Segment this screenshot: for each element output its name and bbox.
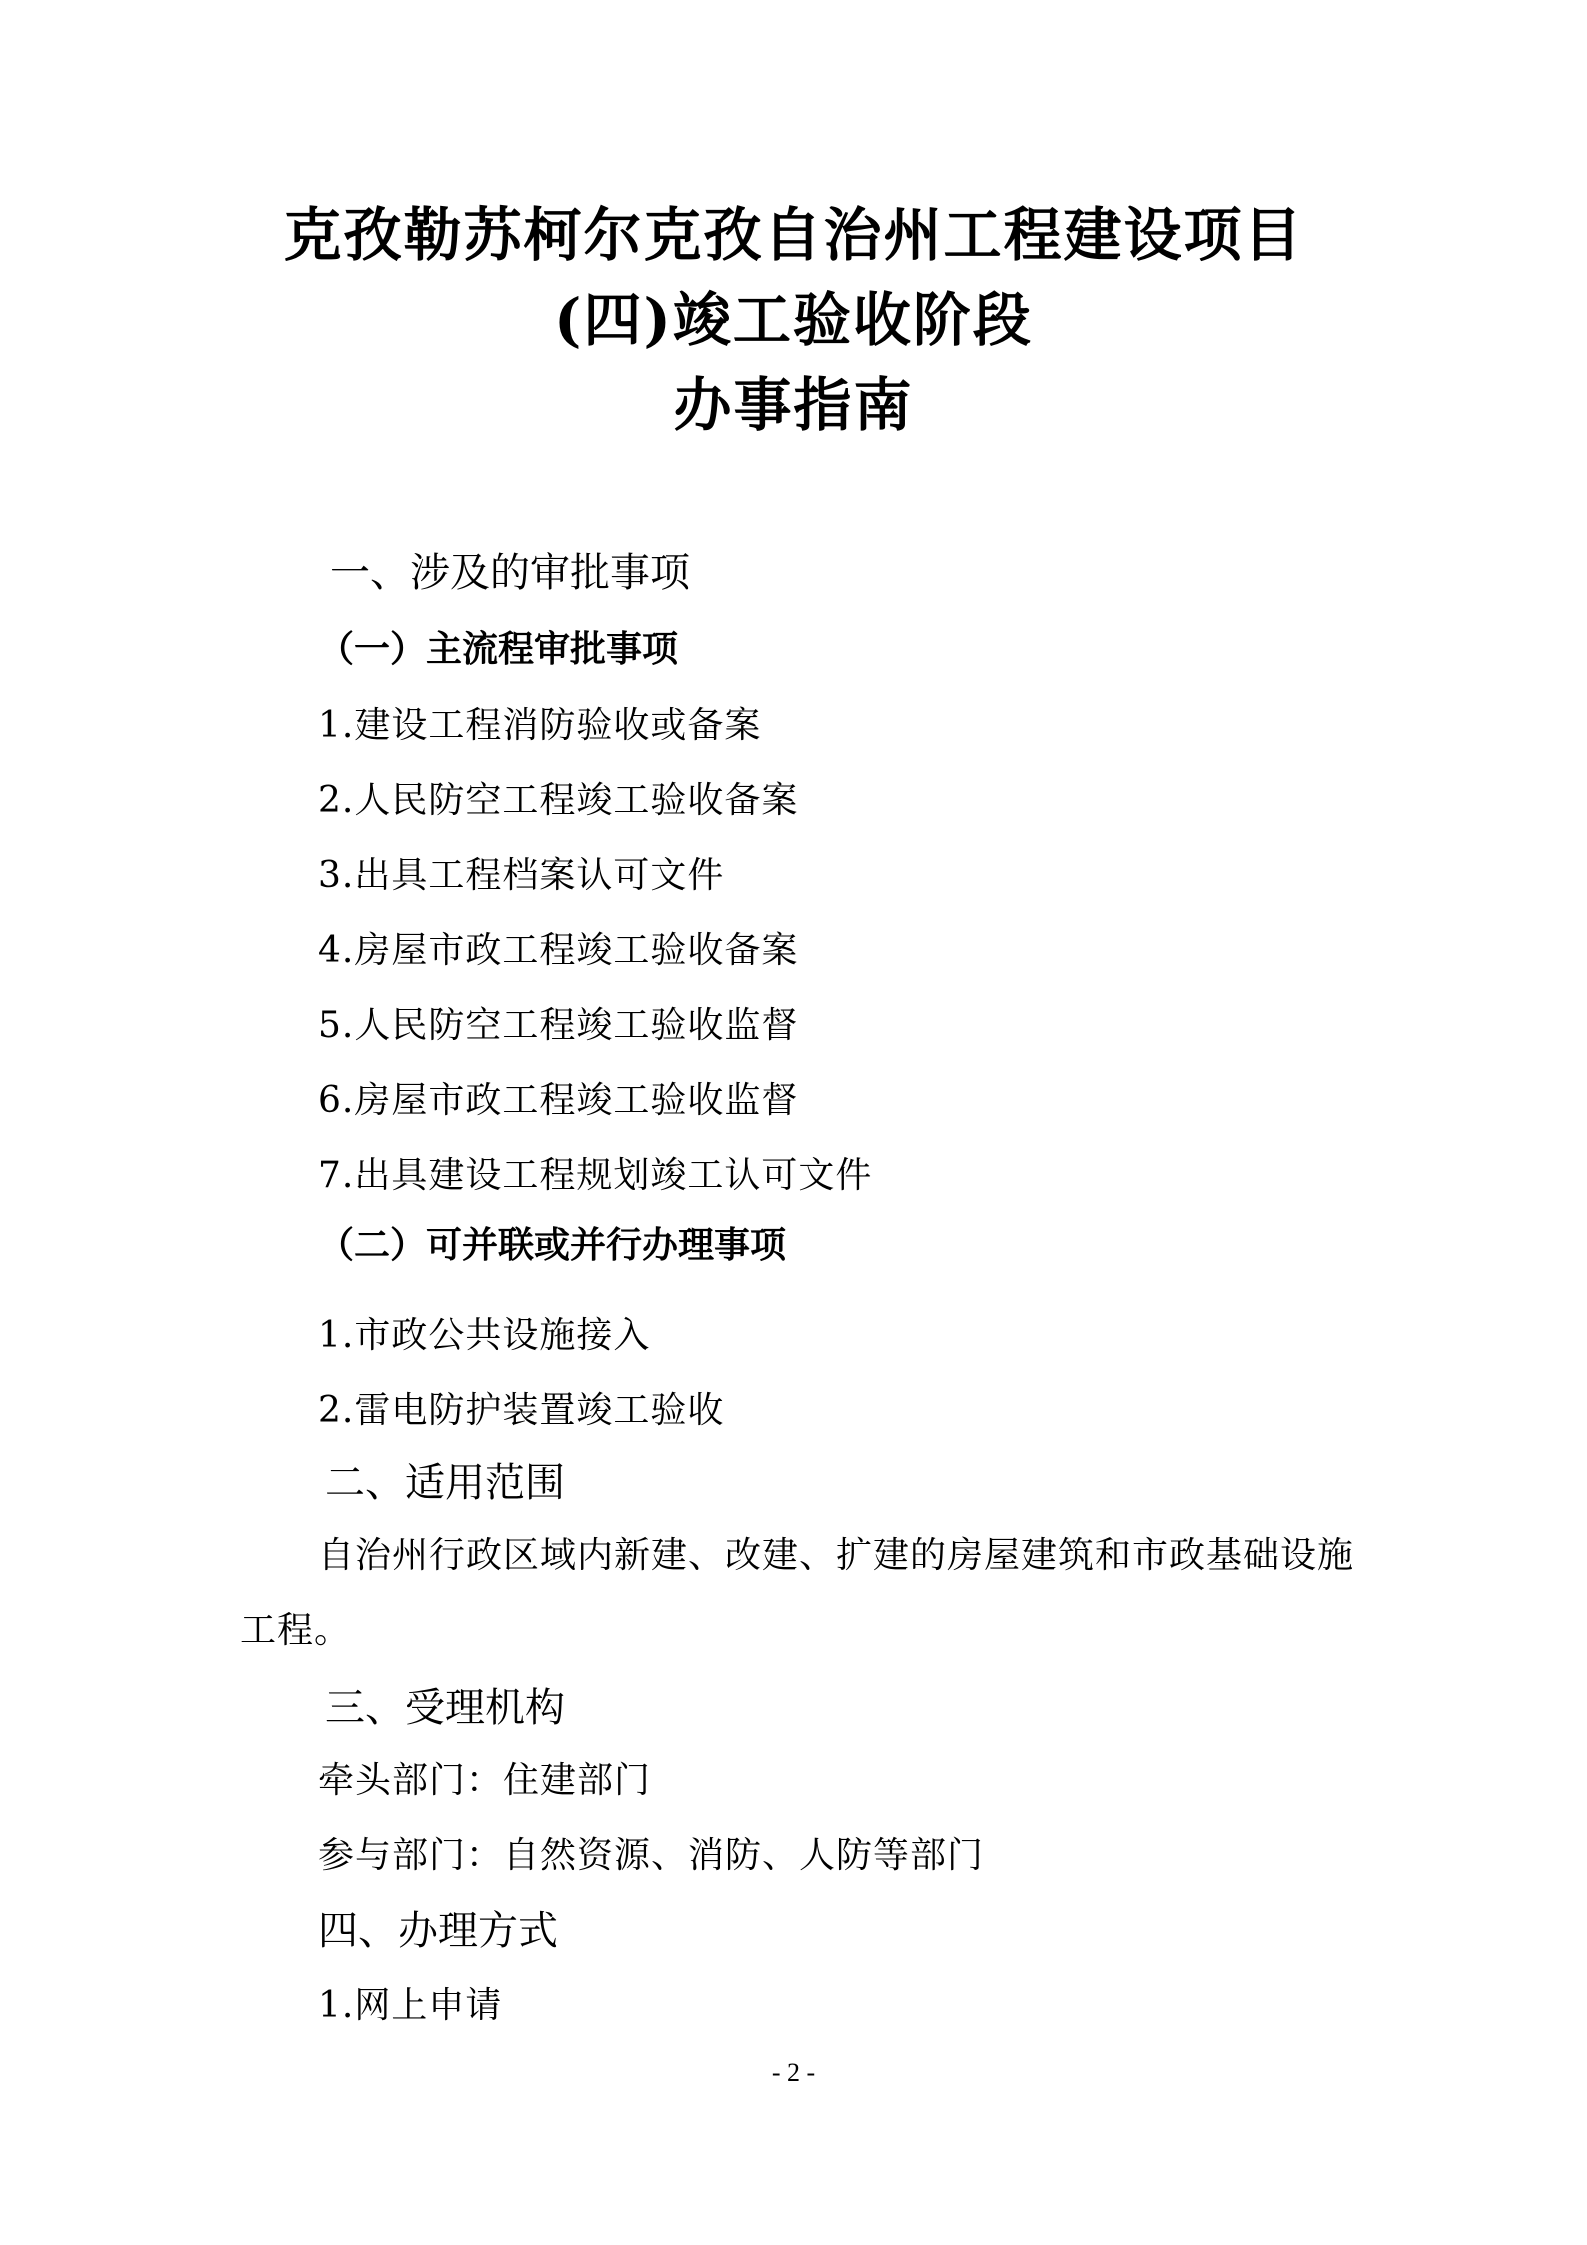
participating-departments: 参与部门：自然资源、消防、人防等部门 [318, 1835, 985, 1876]
page-number: - 2 - [771, 2058, 816, 2087]
document-title-line2: (四)竣工验收阶段 [554, 286, 1033, 354]
list-item: 1.市政公共设施接入 [318, 1315, 651, 1356]
section4-heading: 四、办理方式 [318, 1908, 558, 1954]
list-item: 1.建设工程消防验收或备案 [318, 705, 762, 746]
list-item: 7.出具建设工程规划竣工认可文件 [318, 1155, 873, 1196]
document-title-line1: 克孜勒苏柯尔克孜自治州工程建设项目 [283, 201, 1304, 269]
section1-heading: 一、涉及的审批事项 [330, 550, 690, 596]
list-item: 5.人民防空工程竣工验收监督 [318, 1005, 799, 1046]
list-item: 2.雷电防护装置竣工验收 [318, 1390, 725, 1431]
section2-heading: 二、适用范围 [325, 1460, 565, 1506]
document-title-line3: 办事指南 [673, 371, 914, 439]
section2-paragraph-line2: 工程。 [240, 1610, 352, 1651]
section1-sub1-heading: （一）主流程审批事项 [318, 629, 679, 670]
section3-heading: 三、受理机构 [325, 1685, 565, 1731]
section1-sub2-heading: （二）可并联或并行办理事项 [318, 1225, 787, 1266]
list-item: 4.房屋市政工程竣工验收备案 [318, 930, 799, 971]
section2-paragraph-line1: 自治州行政区域内新建、改建、扩建的房屋建筑和市政基础设施 [318, 1535, 1355, 1576]
list-item: 1.网上申请 [318, 1985, 503, 2026]
lead-department: 牵头部门：住建部门 [318, 1760, 652, 1801]
list-item: 6.房屋市政工程竣工验收监督 [318, 1080, 799, 1121]
list-item: 3.出具工程档案认可文件 [318, 855, 725, 896]
list-item: 2.人民防空工程竣工验收备案 [318, 780, 799, 821]
